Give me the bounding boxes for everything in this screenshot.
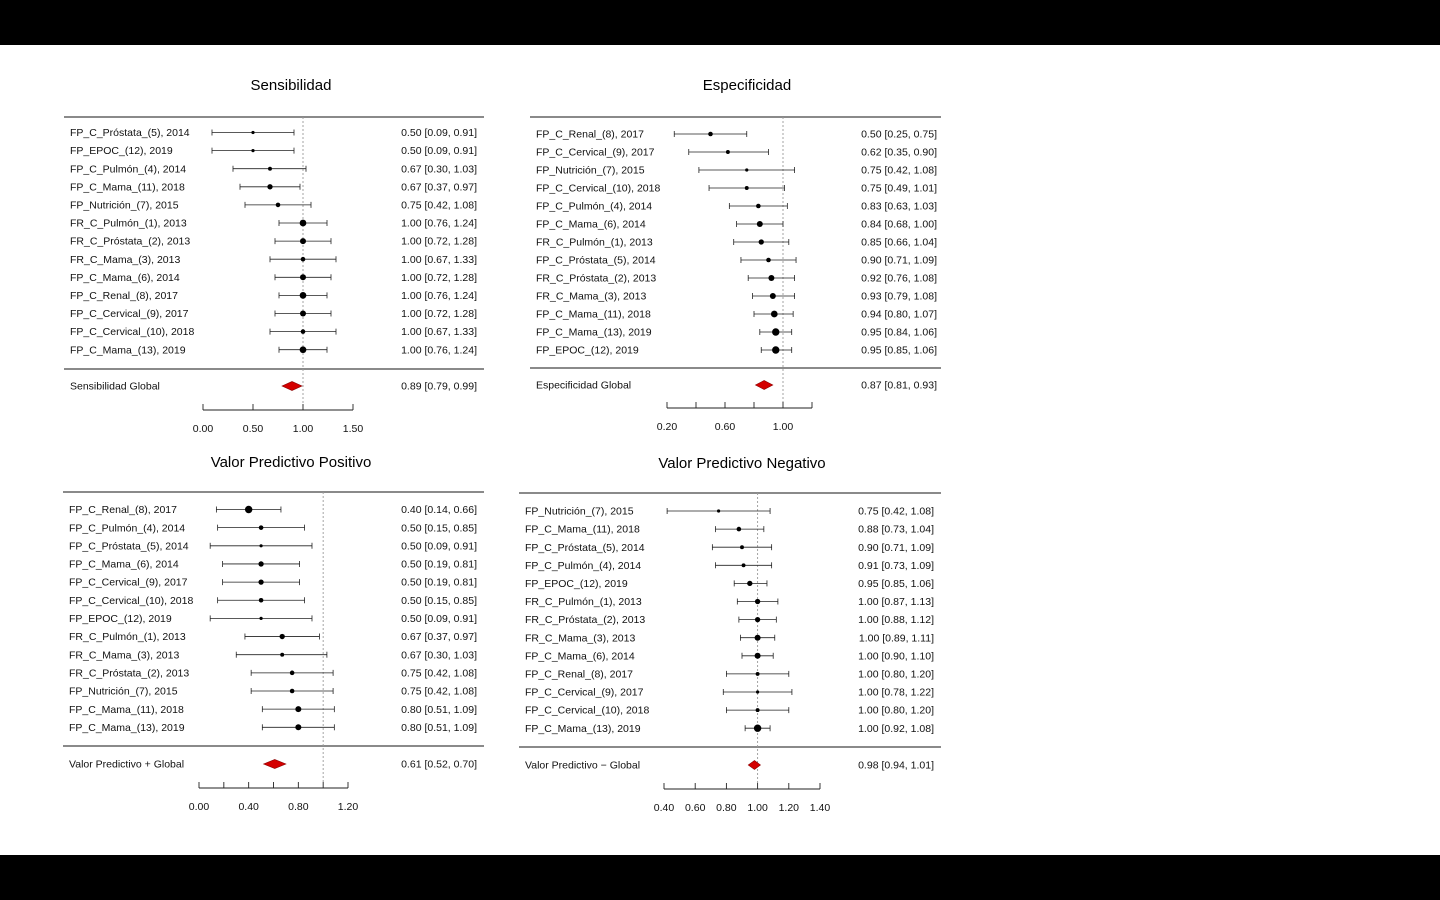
estimate-ci-text: 1.00 [0.67, 1.33] <box>401 326 477 339</box>
study-row <box>536 219 937 231</box>
estimate-ci-text: 0.80 [0.51, 1.09] <box>401 721 477 734</box>
study-label: FP_Nutrición_(7), 2015 <box>536 164 645 177</box>
study-label: FP_C_Próstata_(5), 2014 <box>69 540 189 553</box>
study-label: FP_C_Mama_(13), 2019 <box>69 721 185 734</box>
summary-row <box>70 381 477 393</box>
point-estimate <box>300 274 306 280</box>
point-estimate <box>756 672 760 676</box>
study-row <box>536 345 937 357</box>
summary-row <box>536 380 937 392</box>
point-estimate <box>259 525 264 530</box>
x-tick-label: 0.00 <box>188 801 210 813</box>
point-estimate <box>737 527 742 532</box>
study-label: FR_C_Pulmón_(1), 2013 <box>70 217 187 230</box>
forest-panel-4 <box>519 455 941 814</box>
estimate-ci-text: 1.00 [0.76, 1.24] <box>401 290 477 302</box>
study-label: FP_C_Mama_(13), 2019 <box>70 344 186 357</box>
point-estimate <box>757 221 763 227</box>
point-estimate <box>740 545 744 549</box>
study-label: FP_C_Próstata_(5), 2014 <box>536 254 656 267</box>
point-estimate <box>770 293 776 299</box>
summary-estimate-text: 0.89 [0.79, 0.99] <box>401 380 477 393</box>
study-row <box>70 163 477 175</box>
study-label: FP_C_Renal_(8), 2017 <box>69 504 177 517</box>
study-label: FP_C_Mama_(11), 2018 <box>536 308 651 321</box>
study-label: FR_C_Próstata_(2), 2013 <box>525 614 646 627</box>
estimate-ci-text: 0.90 [0.71, 1.09] <box>858 541 934 554</box>
point-estimate <box>276 203 281 208</box>
estimate-ci-text: 1.00 [0.90, 1.10] <box>858 650 934 663</box>
point-estimate <box>768 275 774 281</box>
study-row <box>525 524 934 536</box>
study-label: FP_C_Mama_(11), 2018 <box>70 181 185 194</box>
study-row <box>525 596 934 608</box>
study-row <box>525 578 934 590</box>
point-estimate <box>300 220 307 227</box>
estimate-ci-text: 0.80 [0.51, 1.09] <box>401 703 477 716</box>
study-label: FP_C_Mama_(11), 2018 <box>69 703 184 716</box>
estimate-ci-text: 0.67 [0.30, 1.03] <box>401 163 477 176</box>
study-row <box>70 145 477 157</box>
summary-diamond <box>264 760 286 769</box>
estimate-ci-text: 0.40 [0.14, 0.66] <box>401 504 477 517</box>
x-tick-label: 1.00 <box>747 802 768 814</box>
x-tick-label: 0.50 <box>242 423 264 435</box>
study-label: FP_C_Pulmón_(4), 2014 <box>536 200 653 213</box>
study-label: FP_C_Renal_(8), 2017 <box>536 128 644 141</box>
point-estimate <box>742 563 746 567</box>
summary-label: Valor Predictivo + Global <box>69 758 185 771</box>
summary-diamond <box>755 381 772 390</box>
study-row <box>70 326 477 338</box>
x-tick-label: 0.40 <box>238 801 259 813</box>
estimate-ci-text: 1.00 [0.72, 1.28] <box>401 271 477 284</box>
x-tick-label: 0.00 <box>192 423 214 435</box>
estimate-ci-text: 1.00 [0.89, 1.11] <box>858 632 934 645</box>
x-axis <box>193 404 364 435</box>
study-row <box>525 614 934 626</box>
study-label: FR_C_Próstata_(2), 2013 <box>70 235 191 248</box>
study-label: FP_Nutrición_(7), 2015 <box>69 685 178 698</box>
estimate-ci-text: 0.67 [0.30, 1.03] <box>401 649 477 662</box>
study-row <box>525 669 934 681</box>
panel-title: Valor Predictivo Positivo <box>210 454 372 471</box>
study-label: FP_EPOC_(12), 2019 <box>70 145 173 158</box>
study-label: FR_C_Mama_(3), 2013 <box>525 632 636 645</box>
study-label: FP_C_Mama_(6), 2014 <box>536 218 646 231</box>
point-estimate <box>766 258 771 263</box>
point-estimate <box>295 724 301 730</box>
summary-diamond <box>748 761 760 770</box>
study-label: FP_Nutrición_(7), 2015 <box>70 199 179 212</box>
estimate-ci-text: 0.62 [0.35, 0.90] <box>861 146 937 159</box>
study-label: FP_C_Mama_(6), 2014 <box>70 271 180 284</box>
study-row <box>525 723 934 735</box>
point-estimate <box>745 186 749 190</box>
estimate-ci-text: 0.50 [0.15, 0.85] <box>401 594 477 607</box>
study-row <box>69 686 477 698</box>
study-row <box>536 165 937 177</box>
point-estimate <box>756 690 759 693</box>
estimate-ci-text: 0.95 [0.85, 1.06] <box>861 344 937 357</box>
estimate-ci-text: 0.75 [0.42, 1.08] <box>401 199 477 212</box>
estimate-ci-text: 1.00 [0.88, 1.12] <box>858 614 934 627</box>
study-label: FP_C_Mama_(6), 2014 <box>525 650 635 663</box>
point-estimate <box>280 634 285 639</box>
study-row <box>525 705 934 717</box>
point-estimate <box>300 346 307 353</box>
study-row <box>536 201 937 213</box>
study-label: FR_C_Pulmón_(1), 2013 <box>525 596 642 609</box>
panel-title: Sensibilidad <box>250 77 332 94</box>
estimate-ci-text: 1.00 [0.80, 1.20] <box>858 668 934 681</box>
study-row <box>70 236 477 248</box>
summary-estimate-text: 0.87 [0.81, 0.93] <box>861 379 937 392</box>
study-row <box>69 722 477 734</box>
study-label: FR_C_Mama_(3), 2013 <box>70 253 181 266</box>
point-estimate <box>251 149 254 152</box>
study-label: FP_EPOC_(12), 2019 <box>69 613 172 625</box>
x-tick-label: 1.40 <box>809 802 831 814</box>
study-row <box>525 542 934 554</box>
x-tick-label: 1.20 <box>778 802 800 814</box>
study-row <box>69 522 477 534</box>
point-estimate <box>726 150 730 154</box>
study-row <box>536 237 937 249</box>
study-label: FR_C_Próstata_(2), 2013 <box>536 272 657 285</box>
summary-diamond <box>282 382 302 391</box>
estimate-ci-text: 0.90 [0.71, 1.09] <box>861 254 937 267</box>
point-estimate <box>745 168 748 171</box>
point-estimate <box>754 725 761 732</box>
x-tick-label: 0.60 <box>714 421 736 433</box>
point-estimate <box>268 167 272 171</box>
study-label: FP_EPOC_(12), 2019 <box>536 344 639 357</box>
x-tick-label: 1.00 <box>772 421 794 433</box>
estimate-ci-text: 0.94 [0.80, 1.07] <box>861 308 937 321</box>
point-estimate <box>290 689 295 694</box>
study-row <box>70 218 477 230</box>
x-tick-label: 1.50 <box>342 423 364 435</box>
point-estimate <box>772 346 779 353</box>
point-estimate <box>251 131 254 134</box>
study-row <box>536 327 937 339</box>
study-row <box>525 632 934 644</box>
estimate-ci-text: 1.00 [0.76, 1.24] <box>401 344 477 357</box>
estimate-ci-text: 0.84 [0.68, 1.00] <box>861 218 937 231</box>
study-row <box>69 631 477 643</box>
point-estimate <box>771 311 778 318</box>
point-estimate <box>267 184 272 189</box>
point-estimate <box>258 579 263 584</box>
study-row <box>536 273 937 285</box>
estimate-ci-text: 1.00 [0.72, 1.28] <box>401 235 477 248</box>
study-label: FP_EPOC_(12), 2019 <box>525 578 628 590</box>
estimate-ci-text: 0.50 [0.09, 0.91] <box>401 540 477 553</box>
study-row <box>69 559 477 571</box>
point-estimate <box>747 581 752 586</box>
study-label: FP_C_Cervical_(10), 2018 <box>69 594 194 607</box>
study-row <box>536 147 937 159</box>
point-estimate <box>756 204 761 209</box>
study-row <box>70 200 477 212</box>
study-row <box>69 504 477 516</box>
panel-title: Especificidad <box>702 77 792 94</box>
summary-estimate-text: 0.61 [0.52, 0.70] <box>401 758 477 771</box>
panel-title: Valor Predictivo Negativo <box>658 455 826 472</box>
study-label: FP_C_Cervical_(10), 2018 <box>525 704 650 717</box>
x-tick-label: 0.40 <box>653 802 675 814</box>
point-estimate <box>245 506 252 513</box>
x-tick-label: 0.80 <box>288 801 309 813</box>
point-estimate <box>280 653 284 657</box>
point-estimate <box>301 329 306 334</box>
study-label: FR_C_Pulmón_(1), 2013 <box>69 631 186 644</box>
point-estimate <box>259 598 264 603</box>
point-estimate <box>301 257 306 262</box>
study-row <box>525 687 934 699</box>
summary-row <box>525 760 934 772</box>
study-label: FP_C_Pulmón_(4), 2014 <box>525 559 642 572</box>
study-label: FP_C_Mama_(13), 2019 <box>536 326 652 339</box>
point-estimate <box>290 671 295 676</box>
forest-panel-1 <box>64 77 484 435</box>
point-estimate <box>756 708 760 712</box>
study-row <box>69 704 477 716</box>
study-row <box>69 613 477 625</box>
study-label: FP_C_Pulmón_(4), 2014 <box>69 522 186 535</box>
estimate-ci-text: 0.85 [0.66, 1.04] <box>861 236 937 249</box>
estimate-ci-text: 0.75 [0.42, 1.08] <box>401 667 477 680</box>
study-row <box>70 344 477 356</box>
x-tick-label: 1.20 <box>337 801 359 813</box>
x-tick-label: 0.80 <box>716 802 737 814</box>
study-label: FP_C_Renal_(8), 2017 <box>70 290 178 302</box>
study-row <box>69 595 477 607</box>
point-estimate <box>755 617 760 622</box>
estimate-ci-text: 0.75 [0.49, 1.01] <box>861 182 937 195</box>
study-row <box>536 291 937 303</box>
estimate-ci-text: 0.67 [0.37, 0.97] <box>401 631 477 644</box>
study-label: FP_C_Mama_(13), 2019 <box>525 722 641 735</box>
estimate-ci-text: 0.50 [0.15, 0.85] <box>401 522 477 535</box>
summary-label: Especificidad Global <box>536 379 632 392</box>
point-estimate <box>717 509 720 512</box>
estimate-ci-text: 1.00 [0.80, 1.20] <box>858 704 934 717</box>
study-label: FR_C_Pulmón_(1), 2013 <box>536 236 653 249</box>
study-row <box>69 649 477 661</box>
estimate-ci-text: 0.88 [0.73, 1.04] <box>858 523 934 536</box>
study-row <box>525 650 934 662</box>
estimate-ci-text: 1.00 [0.87, 1.13] <box>858 596 934 609</box>
estimate-ci-text: 0.91 [0.73, 1.09] <box>858 559 934 572</box>
estimate-ci-text: 0.50 [0.09, 0.91] <box>401 613 477 625</box>
study-row <box>536 255 937 267</box>
estimate-ci-text: 0.50 [0.09, 0.91] <box>401 145 477 158</box>
study-label: FP_C_Cervical_(9), 2017 <box>70 308 189 321</box>
estimate-ci-text: 0.67 [0.37, 0.97] <box>401 181 477 194</box>
summary-label: Valor Predictivo − Global <box>525 759 641 772</box>
study-row <box>70 254 477 266</box>
estimate-ci-text: 1.00 [0.72, 1.28] <box>401 308 477 321</box>
estimate-ci-text: 0.50 [0.25, 0.75] <box>861 128 937 141</box>
study-label: FP_C_Pulmón_(4), 2014 <box>70 163 187 176</box>
point-estimate <box>259 544 262 547</box>
study-label: FP_C_Cervical_(9), 2017 <box>69 576 188 589</box>
point-estimate <box>295 706 301 712</box>
x-tick-label: 1.00 <box>292 423 314 435</box>
point-estimate <box>755 635 761 641</box>
study-row <box>69 540 477 552</box>
study-label: FP_C_Cervical_(9), 2017 <box>525 686 644 699</box>
study-label: FP_C_Mama_(6), 2014 <box>69 558 179 571</box>
point-estimate <box>708 132 713 137</box>
x-tick-label: 0.60 <box>684 802 706 814</box>
x-tick-label: 0.20 <box>656 421 678 433</box>
study-row <box>70 290 477 302</box>
point-estimate <box>300 238 306 244</box>
x-axis <box>654 783 831 814</box>
study-label: FR_C_Próstata_(2), 2013 <box>69 667 190 680</box>
study-label: FP_C_Mama_(11), 2018 <box>525 523 640 536</box>
study-row <box>536 129 937 141</box>
study-row <box>70 127 477 139</box>
estimate-ci-text: 1.00 [0.92, 1.08] <box>858 722 934 735</box>
estimate-ci-text: 1.00 [0.67, 1.33] <box>401 253 477 266</box>
estimate-ci-text: 1.00 [0.76, 1.24] <box>401 217 477 230</box>
estimate-ci-text: 0.95 [0.84, 1.06] <box>861 326 937 339</box>
study-row <box>525 560 934 572</box>
estimate-ci-text: 0.75 [0.42, 1.08] <box>858 505 934 518</box>
estimate-ci-text: 0.95 [0.85, 1.06] <box>858 578 934 590</box>
study-label: FP_C_Próstata_(5), 2014 <box>70 127 190 140</box>
summary-row <box>69 759 477 771</box>
estimate-ci-text: 1.00 [0.78, 1.22] <box>858 686 934 699</box>
study-label: FP_C_Cervical_(10), 2018 <box>536 182 661 195</box>
study-label: FP_C_Renal_(8), 2017 <box>525 668 633 681</box>
study-label: FP_C_Cervical_(10), 2018 <box>70 326 195 339</box>
estimate-ci-text: 0.75 [0.42, 1.08] <box>401 685 477 698</box>
point-estimate <box>258 561 263 566</box>
estimate-ci-text: 0.83 [0.63, 1.03] <box>861 200 937 213</box>
summary-label: Sensibilidad Global <box>70 380 160 393</box>
study-label: FR_C_Mama_(3), 2013 <box>69 649 180 662</box>
x-axis <box>657 402 812 433</box>
point-estimate <box>259 617 262 620</box>
study-label: FP_C_Cervical_(9), 2017 <box>536 146 655 159</box>
study-label: FR_C_Mama_(3), 2013 <box>536 290 647 303</box>
point-estimate <box>755 599 760 604</box>
study-label: FP_C_Próstata_(5), 2014 <box>525 541 645 554</box>
x-axis <box>189 782 359 813</box>
estimate-ci-text: 0.50 [0.19, 0.81] <box>401 576 477 589</box>
study-row <box>70 272 477 284</box>
study-label: FP_Nutrición_(7), 2015 <box>525 505 634 518</box>
forest-panel-3 <box>63 454 484 813</box>
point-estimate <box>772 328 779 335</box>
study-row <box>525 506 934 518</box>
estimate-ci-text: 0.50 [0.19, 0.81] <box>401 558 477 571</box>
study-row <box>70 308 477 320</box>
study-row <box>70 181 477 193</box>
point-estimate <box>755 653 761 659</box>
point-estimate <box>300 292 307 299</box>
estimate-ci-text: 0.93 [0.79, 1.08] <box>861 290 937 303</box>
summary-estimate-text: 0.98 [0.94, 1.01] <box>858 759 934 772</box>
study-row <box>536 183 937 195</box>
estimate-ci-text: 0.92 [0.76, 1.08] <box>861 272 937 285</box>
forest-panel-2 <box>530 77 941 433</box>
study-row <box>536 309 937 321</box>
point-estimate <box>300 311 306 317</box>
estimate-ci-text: 0.75 [0.42, 1.08] <box>861 164 937 177</box>
estimate-ci-text: 0.50 [0.09, 0.91] <box>401 127 477 140</box>
study-row <box>69 667 477 679</box>
study-row <box>69 577 477 589</box>
point-estimate <box>759 239 764 244</box>
